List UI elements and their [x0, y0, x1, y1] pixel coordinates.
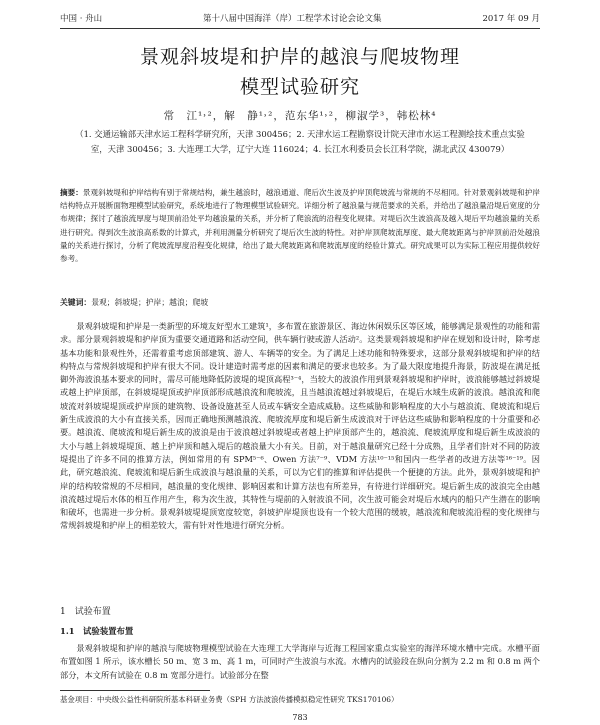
author-list: 常 江¹˒²，解 静¹˒²，范东华¹˒²，柳淑学³，韩松林⁴ — [163, 110, 437, 122]
intro-paragraph: 景观斜坡堤和护岸是一类新型的环境友好型水工建筑¹，多布置在旅游景区、海边休闲娱乐区等区域，能够满足景观性的功能和需求。部分景观斜坡堤和护岸顶为重要交通道路和活动空间，供车辆行驶或游人活动²。这类景观斜坡堤和护岸在规划和设计时，除考虑基本功能和景观性外，还需着重考虑顶部建筑、游人、车辆等的安全。为了满足上述功能和特殊要求，这部分景观斜坡堤和护岸的结构特点与常规斜坡堤和护岸有很大不同。设计建造时需考虑的因素和满足的要求也较多。为了最大限度地提升海景，防波堤在满足抵御外海波浪基本要求的同时，需尽可能地降低防波堤的堤顶高程³⁻⁴，当较大的波浪作用到景观斜坡堤和护岸时，波浪能够越过斜坡堤或越上护岸顶部，在斜坡堤堤顶或护岸顶部形成越浪流和爬坡流，且当越浪流越过斜坡堤后，在堤后水域生成新的波浪。越浪流和爬坡流对斜坡堤堤顶或护岸顶的建筑物、设备设施甚至人员或车辆安全造成威胁。这些威胁和影响程度的大小与越浪流、爬坡流和堤后新生成波浪的大小有直接关系，因而正确地预测越浪流、爬坡流厚度和堤后新生成波浪对于评估这些威胁和影响程度的十分重要和必要。越浪流、爬坡流和堤后新生成的波浪是由于波浪越过斜坡堤或者越上护岸顶部产生的，越浪流、爬坡流厚度和堤后新生成波浪的大小与越上斜坡堤堤顶、越上护岸顶和越入堤后的越浪量大小有关。目前，对于越浪量研究已经十分成熟，且学者们针对不同的防波堤提出了许多不同的推算方法，例如常用的有 SPM⁵⁻⁶、Owen 方法⁷⁻⁹、VDM 方法¹⁰⁻¹⁵和国内一些学者的改进方法等¹⁶⁻¹⁹。因此，研究越浪流、爬坡流和堤后新生成波浪与越浪量的关系，可以为它们的推算和评估提供一个便捷的方法。此外，景观斜坡堤和护岸的结构较常规的不尽相同，越浪量的变化规律、影响因素和计算方法也有所差异，有待进行详细研究。堤后新生成的波浪完全由越浪流越过堤后水体的相互作用产生，称为次生波，其特性与堤前的入射波浪不同，次生波可能会对堤后水域内的船只产生潜在的影响和破坏，也需进一步分析。景观斜坡堤堤顶宽度较宽，斜坡护岸堤顶也设有一个较大范围的缓坡，越浪流和爬坡流沿程的变化规律与常规斜坡堤和护岸上的相差较大，需有针对性地进行研究分析。 — [60, 321, 540, 531]
section-heading-1-1: 1.1 试验装置布置 — [60, 626, 134, 636]
header-proceedings: 第十八届中国海洋（岸）工程学术讨论会论文集 — [203, 14, 382, 24]
section-paragraph: 景观斜坡堤和护岸的越浪与爬坡物理模型试验在大连理工大学海岸与近海工程国家重点实验室的海洋环境水槽中完成。水槽平面布置如图 1 所示，该水槽长 50 m、宽 3 m、高 1 m，可同时产生波浪与水流。水槽内的试验段在纵向分割为 2.2 m 和 0.8 m 两个部分，本文所有试验在 0.8 m 宽部分进行。试验部分在整 — [60, 643, 540, 680]
paper-title-line1: 景观斜坡堤和护岸的越浪与爬坡物理 — [139, 46, 460, 68]
paper-title-line2: 模型试验研究 — [239, 76, 360, 98]
keywords — [60, 297, 540, 308]
section-heading-1: 1 试验布置 — [60, 607, 111, 617]
header-date: 2017 年 09 月 — [482, 14, 540, 24]
funding-footnote: 基金项目：中央级公益性科研院所基本科研业务费（SPH 方法波浪传播模拟稳定性研究 TKS170106） — [60, 695, 399, 704]
running-header — [60, 10, 540, 29]
affiliations: （1. 交通运输部天津水运工程科学研究所，天津 300456；2. 天津水运工程勘察设计院天津市水运工程测绘技术重点实验室，天津 300456；3. 大连理工大学，辽宁大连 116024；4. 长江水利委员会长江科学院，湖北武汉 430079） — [75, 129, 525, 154]
page-number: 783 — [292, 713, 308, 722]
abstract-text: 景观斜坡堤和护岸结构有别于常规结构，兼生越浪时，越浪通道、爬后次生波及护岸顶爬坡流与常规的不尽相同。针对景观斜坡堤和护岸结构特点开展断面物理模型试验研究，系统地进行了物理模型试验研究。详细分析了越浪量与规范要求的关系，并给出了越浪量沿堤后宽度的分布规律；探讨了越浪流厚度与堤顶前沿处平均越浪量的关系，并分析了爬浪流的沿程变化规律。对堤后次生波浪高及越入堤后平均越浪量的关系进行研究。得到次生波浪高系数的计算式，并利用测量分析研究了堤后次生波的特性。对护岸顶爬坡流厚度、最大爬坡距离与护岸顶前沿处越浪量的关系进行探讨，分析了爬坡流厚度沿程变化规律，给出了最大爬坡距离和爬坡流厚度的经验计算式。研究成果可以为实际工程应用提供较好参考。 — [60, 188, 540, 264]
abstract — [60, 186, 540, 265]
abstract-label: 摘要： — [60, 188, 83, 197]
footnote-divider — [60, 690, 210, 691]
keywords-label: 关键词： — [60, 298, 92, 307]
header-location: 中国 · 舟山 — [60, 14, 103, 24]
keywords-text: 景观；斜坡堤；护岸；越浪；爬坡 — [91, 298, 209, 307]
